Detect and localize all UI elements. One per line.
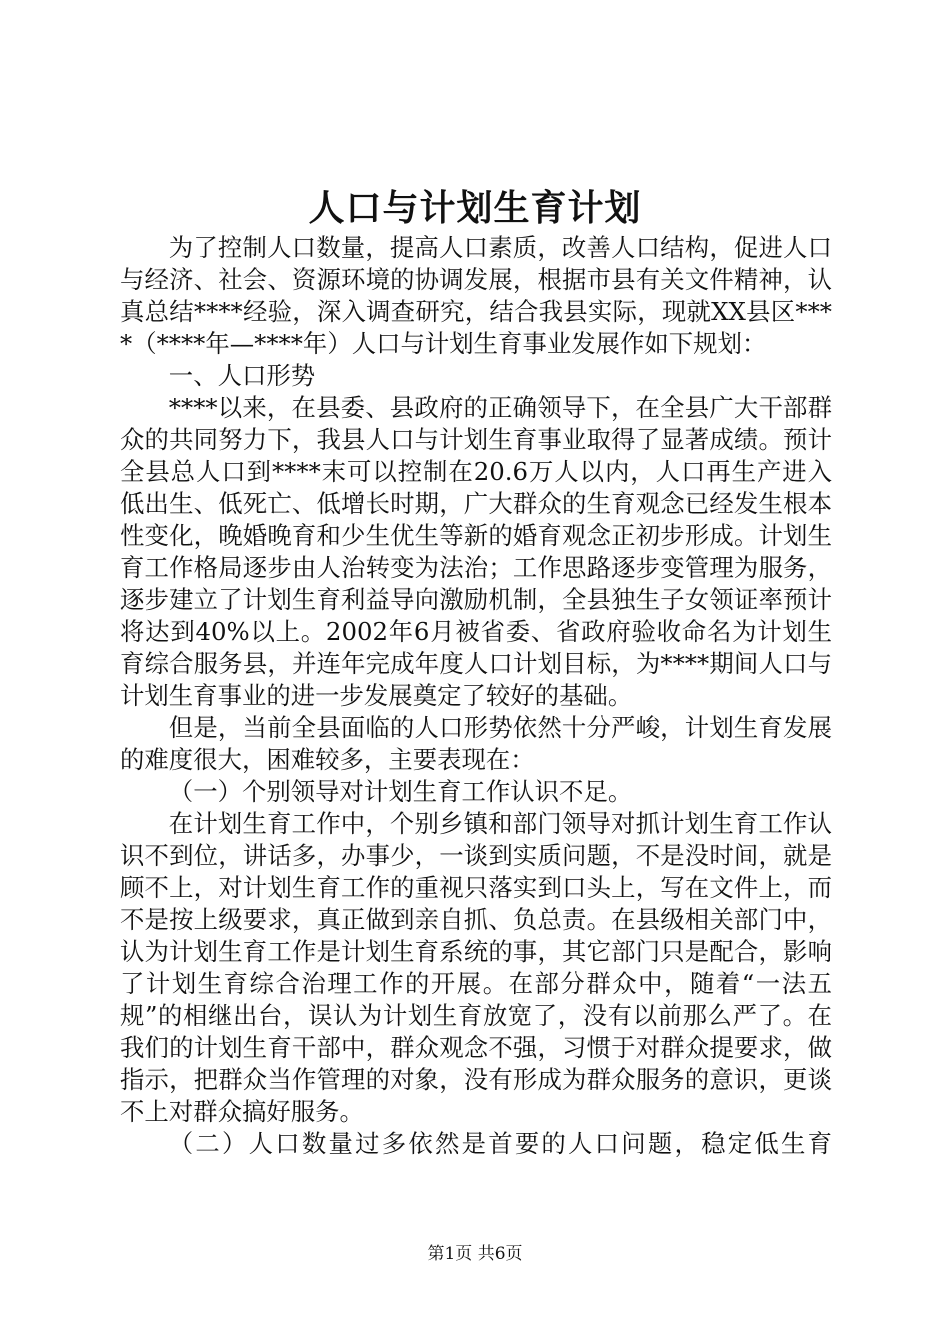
subheading-leadership-awareness: （一）个别领导对计划生育工作认识不足。: [168, 777, 633, 806]
document-title: 人口与计划生育计划: [308, 188, 642, 229]
page-footer: 第1页 共6页: [427, 1244, 523, 1264]
paragraph-achievements: ****以来，在县委、县政府的正确领导下，在全县广大干部群众的共同努力下，我县人口与计划生育事业取得了显著成绩。预计全县总人口到****末可以控制在20.6万人以内，人口再生产进入低出生、低死亡、低增长时期，广大群众的生育观念已经发生根本性变化，晚婚晚育和少生优生等新的婚育观念正初步形成。计划生育工作格局逐步由人治转变为法治；工作思路逐步变管理为服务，逐步建立了计划生育利益导向激励机制，全县独生子女领证率预计将达到40%以上。2002年6月被省委、省政府验收命名为计划生育综合服务县，并连年完成年度人口计划目标，为****期间人口与计划生育事业的进一步发展奠定了较好的基础。: [120, 393, 832, 710]
document-body: [120, 232, 832, 1160]
paragraph-intro: 为了控制人口数量，提高人口素质，改善人口结构，促进人口与经济、社会、资源环境的协调发展，根据市县有关文件精神，认真总结****经验，深入调查研究，结合我县实际，现就XX县区****（****年—****年）人口与计划生育事业发展作如下规划：: [120, 233, 832, 358]
paragraph-leadership-awareness: 在计划生育工作中，个别乡镇和部门领导对抓计划生育工作认识不到位，讲话多，办事少，一谈到实质问题，不是没时间，就是顾不上，对计划生育工作的重视只落实到口头上，写在文件上，而不是按上级要求，真正做到亲自抓、负总责。在县级相关部门中，认为计划生育工作是计划生育系统的事，其它部门只是配合，影响了计划生育综合治理工作的开展。在部分群众中，随着“一法五规”的相继出台，误认为计划生育放宽了，没有以前那么严了。在我们的计划生育干部中，群众观念不强，习惯于对群众提要求，做指示，把群众当作管理的对象，没有形成为群众服务的意识，更谈不上对群众搞好服务。: [120, 809, 832, 1126]
subheading-population-quantity: （二）人口数量过多依然是首要的人口问题，稳定低生育: [168, 1129, 832, 1158]
section-heading-population-situation: 一、人口形势: [168, 361, 316, 390]
paragraph-challenges-intro: 但是，当前全县面临的人口形势依然十分严峻，计划生育发展的难度很大，困难较多，主要表现在：: [120, 713, 832, 774]
